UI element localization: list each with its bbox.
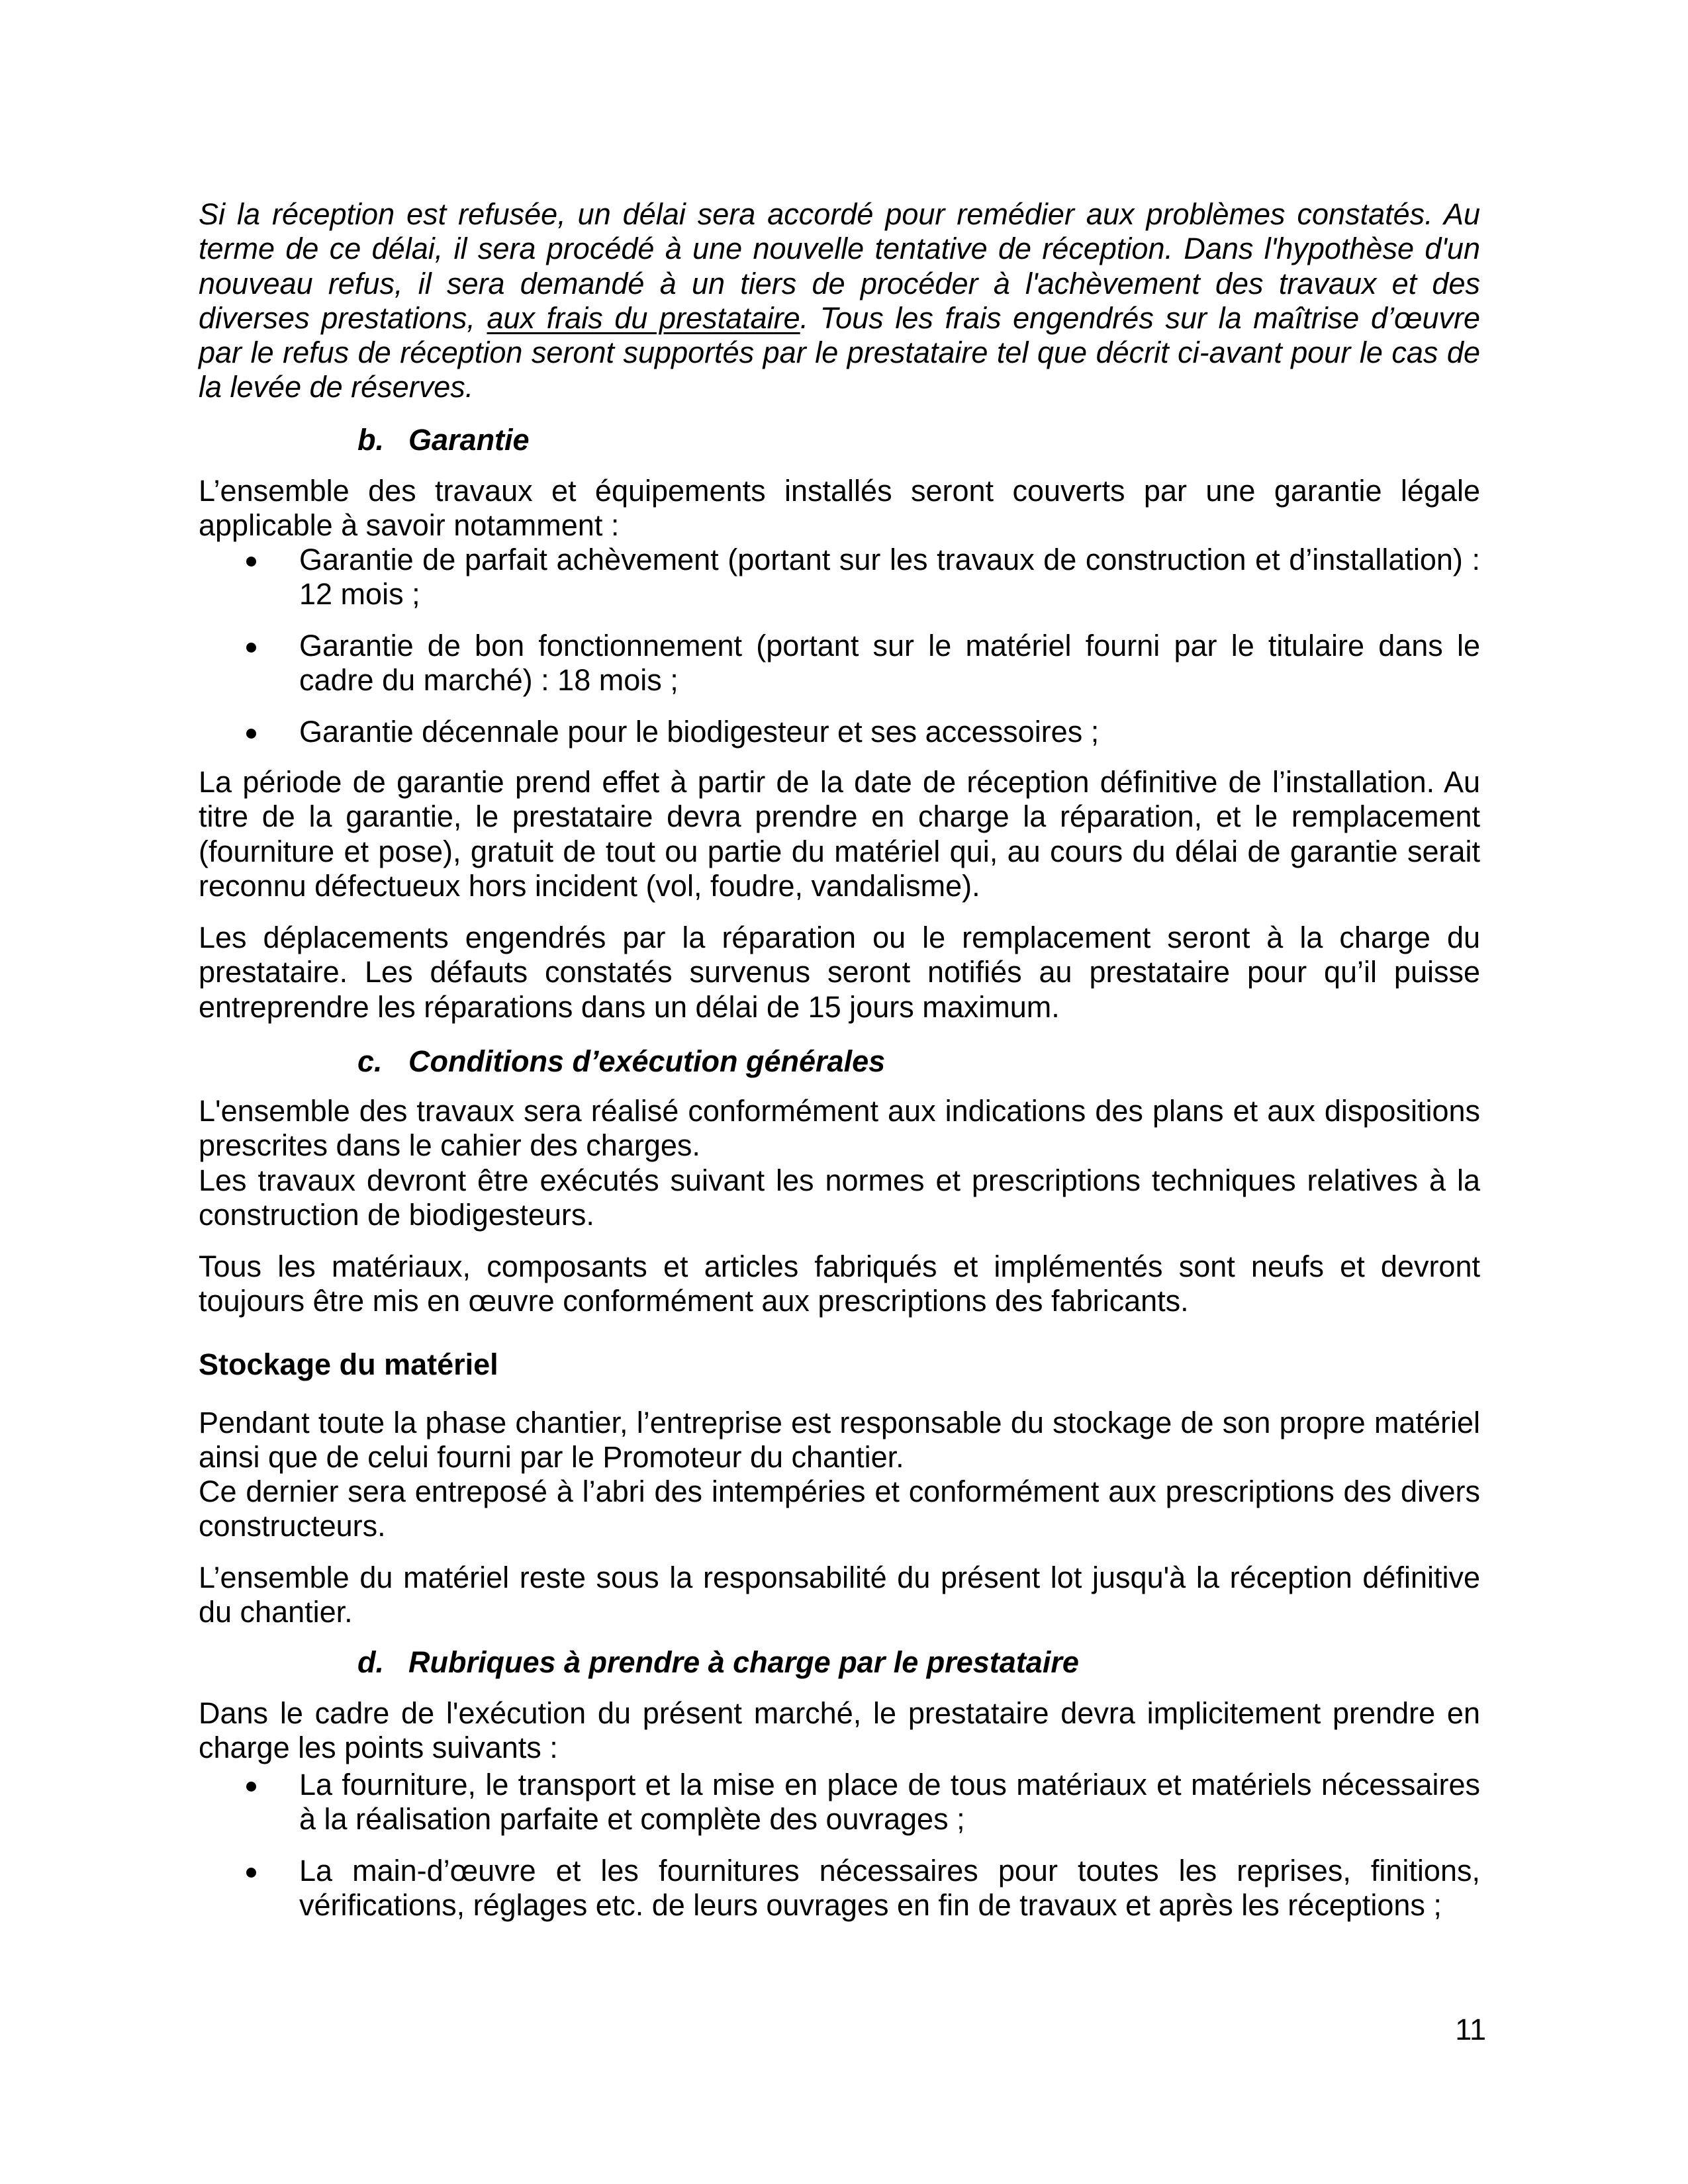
list-item-garantie-bon-fonctionnement — [199, 629, 1480, 698]
underlined-text-aux-frais: aux frais du prestataire — [487, 300, 800, 335]
paragraph-periode-garantie: La période de garantie prend effet à partir de la date de réception définitive de l’installation. Au titre de la garantie, le prestataire devra prendre en charge la réparation, et le remplacement (fourniture et pose), gratuit de tout ou partie du matériel qui, au cours du délai de garantie serait reconnu défectueux hors incident (vol, foudre, vandalisme). — [199, 765, 1480, 903]
subheading-stockage-materiel: Stockage du matériel — [199, 1347, 498, 1381]
paragraph-reception-refusee — [199, 197, 1480, 405]
paragraph-deplacements: Les déplacements engendrés par la réparation ou le remplacement seront à la charge du prestataire. Les défauts constatés survenus seront notifiés au prestataire pour qu’il puisse entreprendre les réparations dans un délai de 15 jours maximum. — [199, 921, 1480, 1024]
list-item-garantie-parfait-achevement — [199, 543, 1480, 612]
paragraph-responsabilite-lot: L’ensemble du matériel reste sous la responsabilité du présent lot jusqu'à la réception définitive du chantier. — [199, 1561, 1480, 1629]
page-number: 11 — [1455, 2013, 1486, 2046]
paragraph-conditions-normes: Les travaux devront être exécutés suivant les normes et prescriptions techniques relatives à la construction de biodigesteurs. — [199, 1163, 1480, 1232]
paragraph-conditions-plans: L'ensemble des travaux sera réalisé conformément aux indications des plans et aux dispositions prescrites dans le cahier des charges. — [199, 1094, 1480, 1163]
section-heading-garantie — [357, 423, 1483, 457]
bullet-icon — [246, 729, 256, 739]
section-letter: b. — [357, 423, 384, 457]
list-item-text: La main-d’œuvre et les fournitures nécessaires pour toutes les reprises, finitions, vérifications, réglages etc. de leurs ouvrages en fin de travaux et après les réceptions ; — [299, 1854, 1480, 1923]
section-title: Rubriques à prendre à charge par le prestataire — [408, 1645, 1079, 1679]
paragraph-rubriques-intro: Dans le cadre de l'exécution du présent marché, le prestataire devra implicitement prendre en charge les points suivants : — [199, 1696, 1480, 1765]
list-item-text: La fourniture, le transport et la mise en place de tous matériaux et matériels nécessaires à la réalisation parfaite et complète des ouvrages ; — [299, 1768, 1480, 1837]
text-segment: Si la réception est refusée, un délai sera accordé pour remédier aux problèmes constatés. Au terme de ce délai, il sera procédé à une nouvelle tentative de réception. Dans l'hypothèse d'un nouveau refus, il sera demandé à un tiers de procéder à l'achèvement des travaux et des diverses prestations, — [199, 197, 1480, 335]
list-item-text: Garantie décennale pour le biodigesteur et ses accessoires ; — [299, 715, 1100, 749]
list-item-main-oeuvre — [199, 1854, 1480, 1923]
text-segment: . Tous les frais engendrés sur la maîtrise d’œuvre par le refus de réception seront supportés par le prestataire tel que décrit ci-avant pour le cas de la levée de réserves. — [199, 300, 1480, 404]
list-item-fourniture-transport — [199, 1768, 1480, 1837]
bullet-icon — [246, 643, 256, 653]
paragraph-materiaux-neufs: Tous les matériaux, composants et articles fabriqués et implémentés sont neufs et devront toujours être mis en œuvre conformément aux prescriptions des fabricants. — [199, 1250, 1480, 1318]
bullet-icon — [246, 1868, 256, 1878]
paragraph-stockage-abri: Ce dernier sera entreposé à l’abri des intempéries et conformément aux prescriptions des divers constructeurs. — [199, 1475, 1480, 1543]
paragraph-garantie-intro: L’ensemble des travaux et équipements installés seront couverts par une garantie légale applicable à savoir notamment : — [199, 474, 1480, 543]
list-item-garantie-decennale — [199, 715, 1480, 749]
paragraph-stockage-responsable: Pendant toute la phase chantier, l’entreprise est responsable du stockage de son propre matériel ainsi que de celui fourni par le Promoteur du chantier. — [199, 1406, 1480, 1475]
section-heading-rubriques — [357, 1645, 1483, 1680]
section-heading-conditions-execution — [357, 1044, 1483, 1079]
section-title: Conditions d’exécution générales — [408, 1044, 886, 1078]
section-title: Garantie — [408, 423, 530, 457]
bullet-icon — [246, 1782, 256, 1792]
section-letter: d. — [357, 1645, 384, 1679]
section-letter: c. — [357, 1044, 383, 1078]
list-item-text: Garantie de bon fonctionnement (portant sur le matériel fourni par le titulaire dans le cadre du marché) : 18 mois ; — [299, 629, 1480, 698]
bullet-icon — [246, 557, 256, 567]
list-item-text: Garantie de parfait achèvement (portant sur les travaux de construction et d’installation) : 12 mois ; — [299, 543, 1480, 612]
